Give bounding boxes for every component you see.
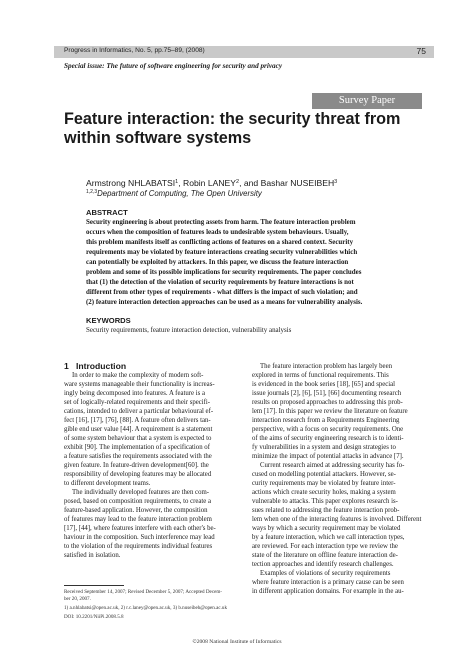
footnote-received: Received September 14, 2007; Revised December 5, 2007; Accepted Decem- — [64, 589, 222, 595]
abstract-line: Security engineering is about protecting assets from harm. The feature interaction problem — [86, 218, 356, 226]
left-column-line: haviour in the composition. Such interference may lead — [64, 534, 215, 541]
abstract-line: that (1) the detection of the violation of security requirements by feature interactions is not — [86, 278, 354, 286]
section-title: Introduction — [75, 361, 127, 371]
right-column-line: perspective, with a focus on security requirements. One — [252, 426, 404, 433]
copyright-notice: ©2008 National Institute of Informatics — [192, 639, 282, 645]
footnote-emails: 1) a.nhlabatsi@open.ac.uk, 2) r.c.laney@open.ac.uk, 3) b.nuseibeh@open.ac.uk — [64, 605, 228, 611]
right-column-line: sues related to addressing the feature interaction prob- — [252, 507, 400, 514]
left-column-line: feature-based application. However, the composition — [64, 507, 208, 514]
right-column-line: is evidenced in the book series [18], [65] and special — [252, 381, 396, 388]
author-1-sup: 1 — [175, 179, 179, 185]
left-column-line: ingly being decomposed into features. A feature is a — [64, 390, 205, 397]
left-column-line: a feature satisfies the requirements associated with the — [64, 453, 212, 460]
abstract-line: this problem manifests itself as conflicting actions of features on a shared context. Security — [86, 238, 354, 246]
left-column-line: set of logically-related requirements and their specifi- — [64, 399, 211, 406]
section-number: 1 — [64, 361, 69, 371]
right-column-line: explored in terms of functional requirements. This — [252, 372, 389, 379]
journal-citation: Progress in Informatics, No. 5, pp.75–89, (2008) — [64, 47, 205, 54]
right-column-line: where feature interaction is a primary cause can be seen — [252, 579, 404, 586]
affiliation-text: Department of Computing, The Open University — [97, 189, 262, 198]
right-column-line: Examples of violations of security requirements — [260, 570, 391, 577]
left-column-line: of some system behaviour that a system is expected to — [64, 435, 212, 442]
journal-header-bar — [54, 46, 434, 58]
section-heading — [64, 361, 126, 371]
right-column-line: Current research aimed at addressing security has fo- — [260, 462, 405, 469]
paper-type-badge: Survey Paper — [312, 93, 422, 109]
left-column-line: [17], [44], where features interfere with each other's be- — [64, 525, 216, 532]
abstract-line: (2) feature interaction detection approaches can be used as a means for vulnerability analysis. — [86, 298, 363, 306]
left-column-line: given feature. In feature-driven development[60]. the — [64, 462, 209, 469]
left-column-line: to different development teams. — [64, 480, 151, 487]
right-column-line: actions which create security holes, making a system — [252, 489, 396, 496]
abstract-line: requirements may be violated by feature interactions creating security vulnerabilities which — [86, 248, 358, 256]
author-3: , and Bashar NUSEIBEH — [239, 178, 335, 188]
left-column-line: exhibit [90]. The implementation of a specification of — [64, 444, 210, 451]
left-column-line: ware systems manageable their functionality is increas- — [64, 381, 215, 388]
footnote-rule — [64, 585, 124, 586]
right-column-line: minimize the impact of potential attacks in advance [7]. — [252, 453, 404, 460]
keywords-heading: KEYWORDS — [86, 316, 131, 325]
right-column-line: curity requirements may be violated by feature inter- — [252, 480, 396, 487]
affiliation — [86, 189, 262, 198]
left-column-line: gible end user value [44]. A requirement is a statement — [64, 426, 213, 433]
right-column-line: of the aims of security engineering research is to identi- — [252, 435, 404, 442]
left-column-line: posed, based on composition requirements, to create a — [64, 498, 212, 505]
left-column-line: to the violation of the requirements individual features — [64, 543, 213, 550]
abstract-line: problem and some of its possible implications for security requirements. The paper concludes — [86, 268, 362, 276]
right-column-line: The feature interaction problem has largely been — [260, 363, 392, 370]
author-list — [86, 178, 337, 188]
affiliation-sup: 1,2,3 — [86, 189, 98, 195]
abstract-heading: ABSTRACT — [86, 208, 128, 217]
special-issue-line: Special issue: The future of software engineering for security and privacy — [64, 62, 283, 70]
author-2: , Robin LANEY — [178, 178, 237, 188]
author-2-sup: 2 — [236, 179, 240, 185]
page-number: 75 — [416, 46, 426, 56]
right-column-line: results on proposed approaches to addressing this prob- — [252, 399, 403, 406]
left-column-line: satisfied in isolation. — [64, 552, 121, 559]
right-column-line: by a feature interaction, which we call interaction types, — [252, 534, 405, 541]
right-column-line: lem when one of the interacting features is involved. Different — [252, 516, 422, 523]
right-column-line: vulnerable to attacks. This paper explores research is- — [252, 498, 398, 505]
footnote-received-cont: ber 20, 2007. — [64, 596, 91, 602]
author-3-sup: 3 — [334, 179, 338, 185]
right-column-line: ways by which a security requirement may be violated — [252, 525, 401, 532]
left-column-line: responsibility of developing features may be allocated — [64, 471, 212, 478]
abstract-line: different from other types of requirements - what differs is the impact of such violation; and — [86, 288, 358, 296]
right-column-line: interaction research from a Requirements Engineering — [252, 417, 400, 424]
abstract-line: can potentially be exploited by attackers. In this paper, we discuss the feature interaction — [86, 258, 349, 266]
left-column-line: cations, intended to deliver a particular behavioural ef- — [64, 408, 214, 415]
left-column-line: of features may lead to the feature interaction problem — [64, 516, 212, 523]
paper-title: Feature interaction: the security threat from within software systems — [64, 110, 401, 147]
right-column-line: issue journals [2], [6], [51], [66] documenting research — [252, 390, 402, 397]
right-column-line: lem [17]. In this paper we review the literature on feature — [252, 408, 408, 415]
left-column-line: fect [16], [17], [76], [88]. A feature often delivers tan- — [64, 417, 211, 424]
right-column-line: cused on modelling potential attackers. However, se- — [252, 471, 396, 478]
left-column-line: In order to make the complexity of modern soft- — [72, 372, 204, 379]
left-column-line: The individually developed features are then com- — [72, 489, 210, 496]
right-column-line: fy vulnerabilities in a system and design strategies to — [252, 444, 396, 451]
right-column-line: state of the literature on offline feature interaction de- — [252, 552, 398, 559]
right-column-line: in different application domains. For example in the au- — [252, 588, 404, 595]
right-column-line: are reviewed. For each interaction type we review the — [252, 543, 398, 550]
right-column-line: tection approaches and identify research challenges. — [252, 561, 394, 568]
abstract-line: occurs when the composition of features leads to undesirable system behaviours. Usually, — [86, 228, 349, 236]
author-1: Armstrong NHLABATSI — [86, 178, 176, 188]
footnote-doi: DOI: 10.2201/NiiPi.2008.5.8 — [64, 614, 124, 620]
keywords-text: Security requirements, feature interaction detection, vulnerability analysis — [86, 326, 292, 334]
